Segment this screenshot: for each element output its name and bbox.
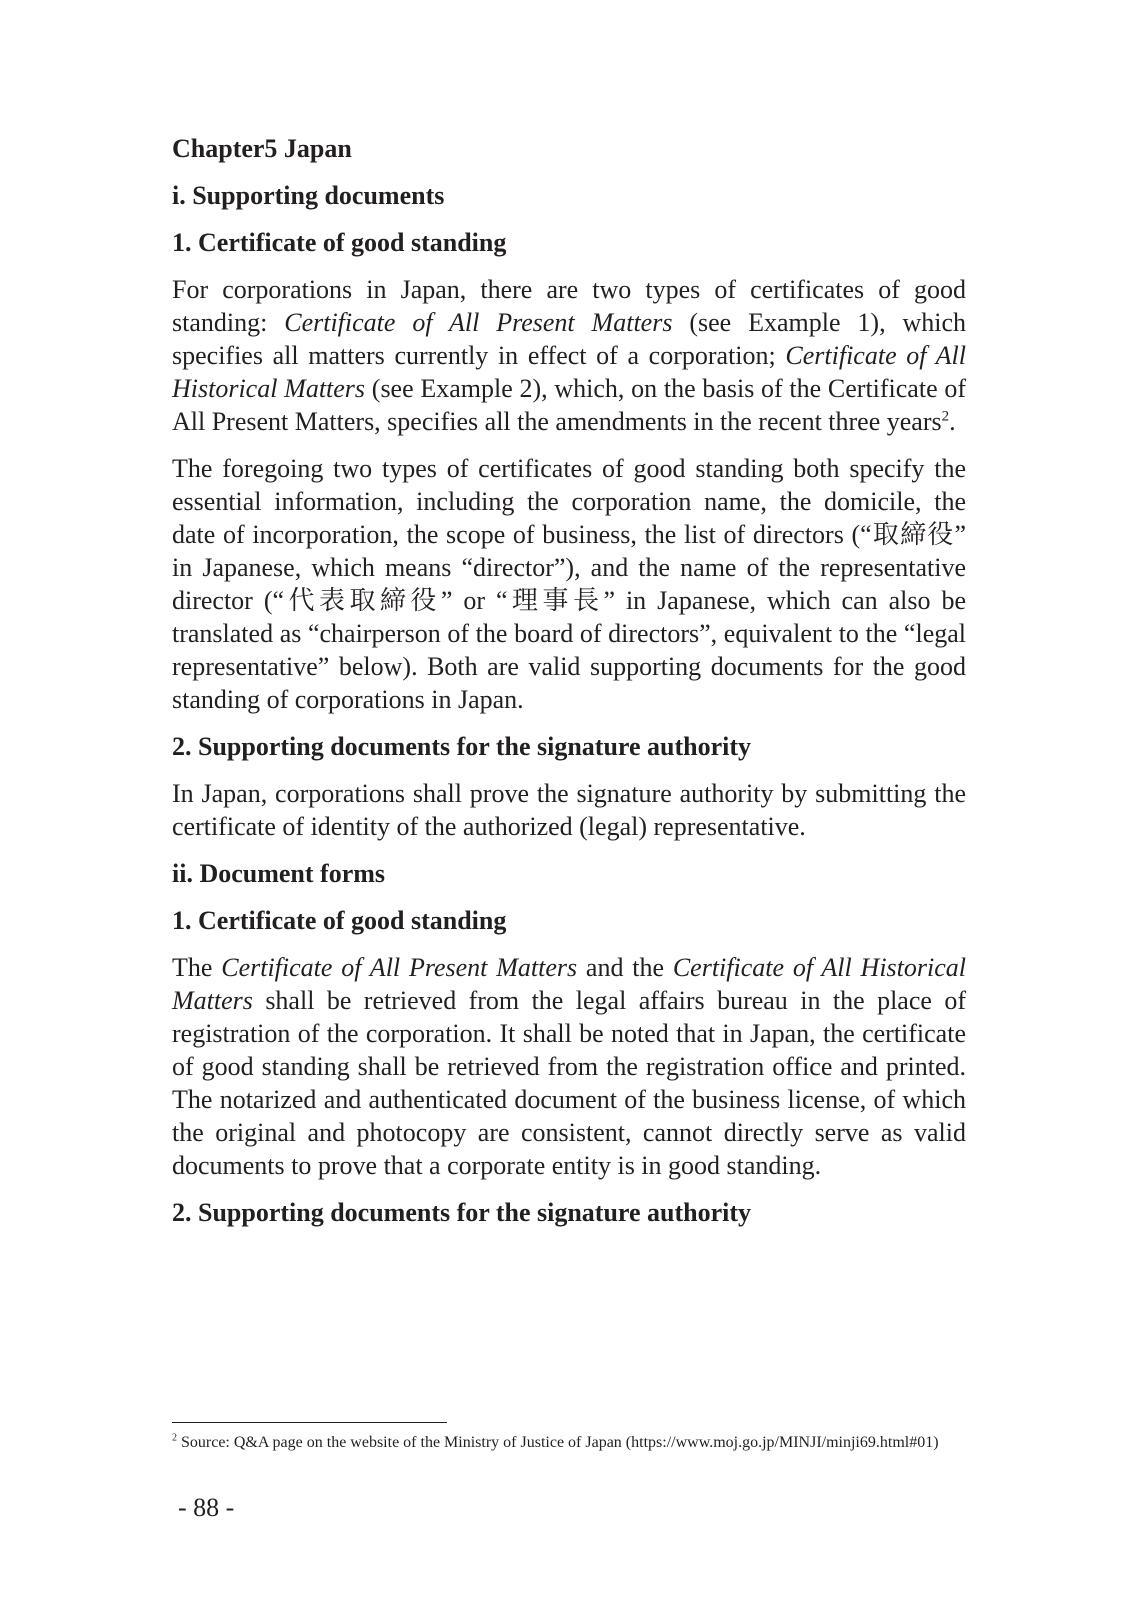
paragraph-retrieval xyxy=(172,951,966,1182)
page-number: - 88 - xyxy=(178,1493,235,1522)
text-run: shall be retrieved from the legal affairs bureau in the place of registration of the corporation. It shall be noted that in Japan, the certificate of good standing shall be retrieved from the registration office and printed. The notarized and authenticated document of the business license, of which the original and photocopy are consistent, cannot directly serve as valid documents to prove that a corporate entity is in good standing. xyxy=(172,986,966,1180)
chapter-title: Chapter5 Japan xyxy=(172,134,352,163)
italic-term: Certificate of All Historical Matters xyxy=(172,341,966,403)
text-run: The xyxy=(172,953,222,982)
italic-term: Certificate of All Historical Matters xyxy=(172,953,966,1015)
text-run: and the xyxy=(577,953,673,982)
paragraph-essential-information: The foregoing two types of certificates of good standing both specify the essential information, including the corporation name, the domicile, the date of incorporation, the scope of business, the list of directors (“取締役” in Japanese, which means “director”), and the name of the representative director (“代表取締役” or “理事長” in Japanese, which can also be translated as “chairperson of the board of directors”, equivalent to the “legal representative” below). Both are valid supporting documents for the good standing of corporations in Japan. xyxy=(172,454,966,714)
section-heading-supporting-documents: i. Supporting documents xyxy=(172,181,445,210)
italic-term: Certificate of All Present Matters xyxy=(284,308,673,337)
subsection-heading-signature-authority: 2. Supporting documents for the signature authority xyxy=(172,732,752,761)
text-run: (see Example 2), which, on the basis of the Certificate of All Present Matters, specifies all the amendments in the recent three years xyxy=(172,374,966,436)
page-body xyxy=(172,132,966,1243)
section-heading-document-forms: ii. Document forms xyxy=(172,859,386,888)
paragraph-signature-authority: In Japan, corporations shall prove the signature authority by submitting the certificate of identity of the authorized (legal) representative. xyxy=(172,779,966,841)
footnote-divider xyxy=(172,1422,447,1423)
text-run: For corporations in Japan, there are two types of certificates of good standing: xyxy=(172,275,966,337)
subsection-heading-certificate-of-good-standing-forms: 1. Certificate of good standing xyxy=(172,906,507,935)
italic-term: Certificate of All Present Matters xyxy=(221,953,578,982)
paragraph-certificate-types xyxy=(172,273,966,438)
footnote-text: Source: Q&A page on the website of the Ministry of Justice of Japan (https://www.moj.go.jp/MINJI/minji69.html#01) xyxy=(177,1434,939,1451)
footnote xyxy=(172,1432,966,1453)
footnote-marker: 2 xyxy=(172,1432,177,1444)
subsection-heading-certificate-of-good-standing: 1. Certificate of good standing xyxy=(172,228,507,257)
subsection-heading-signature-authority-forms: 2. Supporting documents for the signature authority xyxy=(172,1198,752,1227)
text-run: . xyxy=(949,407,956,436)
footnote-reference[interactable]: 2 xyxy=(941,408,950,425)
text-run: (see Example 1), which specifies all matters currently in effect of a corporation; xyxy=(172,308,967,370)
